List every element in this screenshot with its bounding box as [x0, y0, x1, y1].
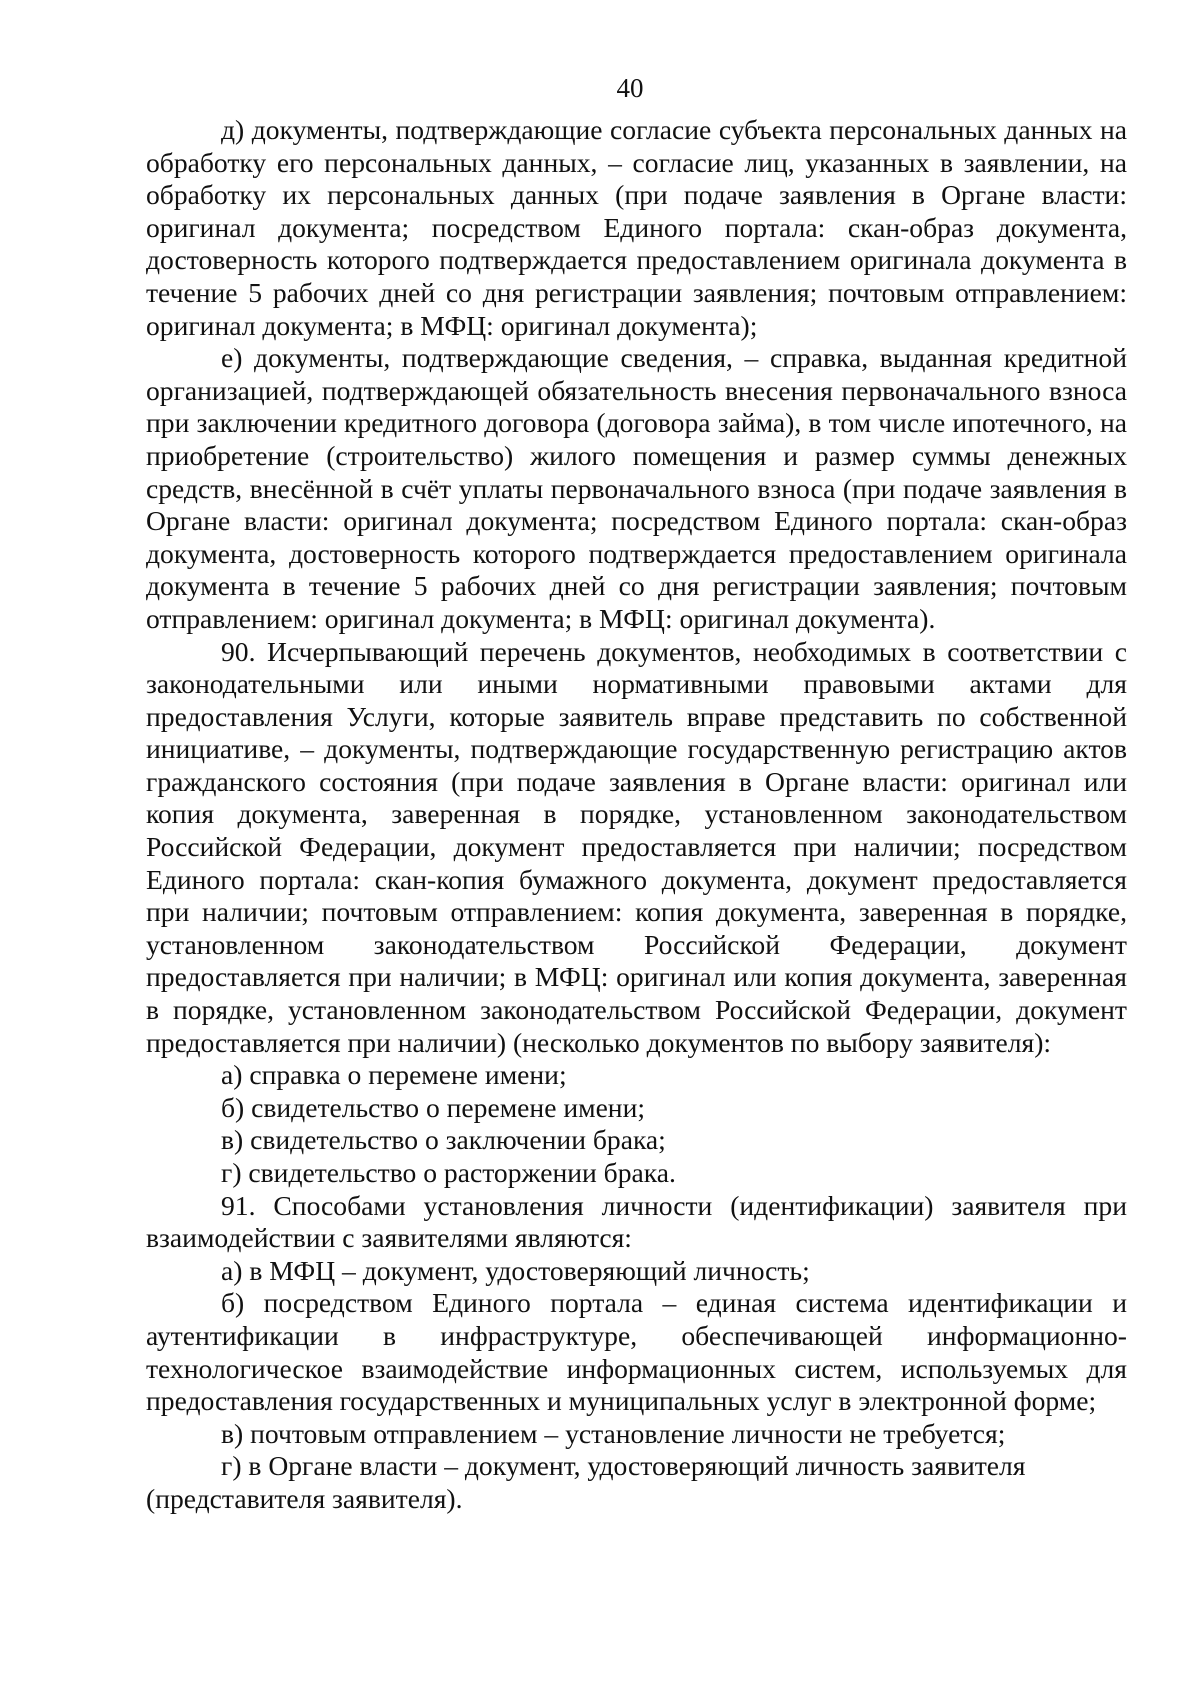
list-item-mfc-identification: а) в МФЦ – документ, удостоверяющий личность;	[221, 1254, 810, 1286]
list-item-name-change-certificate: а) справка о перемене имени;	[221, 1059, 567, 1091]
list-item-name-change-record: б) свидетельство о перемене имени;	[221, 1091, 646, 1123]
paragraph-d-consent-documents: д) документы, подтверждающие согласие субъекта персональных данных на обработку его персональных данных, – согласие лиц, указанных в заявлении, на обработку их персональных данных (при подаче заявления в Органе власти: оригинал документа; посредством Единого портала: скан-образ документа, достоверность которого подтверждается предоставлением оригинала документа в течение 5 рабочих дней со дня регистрации заявления; почтовым отправлением: оригинал документа; в МФЦ: оригинал документа);	[146, 114, 1127, 341]
list-item-divorce-certificate: г) свидетельство о расторжении брака.	[221, 1157, 676, 1188]
list-item-portal-identification: б) посредством Единого портала – единая система идентификации и аутентификации в инфраструктуре, обеспечивающей информационно-технологическое взаимодействие информационных систем, используемых для предоставления государственных и муниципальных услуг в электронной форме;	[146, 1287, 1127, 1417]
paragraph-90-document-list: 90. Исчерпывающий перечень документов, необходимых в соответствии с законодательными или иными нормативными правовыми актами для предоставления Услуги, которые заявитель вправе представить по собственной инициативе, – документы, подтверждающие государственную регистрацию актов гражданского состояния (при подаче заявления в Органе власти: оригинал или копия документа, заверенная в порядке, установленном законодательством Российской Федерации, документ предоставляется при наличии; посредством Единого портала: скан-копия бумажного документа, документ предоставляется при наличии; почтовым отправлением: копия документа, заверенная в порядке, установленном законодательством Российской Федерации, документ предоставляется при наличии; в МФЦ: оригинал или копия документа, заверенная в порядке, установленном законодательством Российской Федерации, документ предоставляется при наличии) (несколько документов по выбору заявителя):	[146, 635, 1127, 1058]
paragraph-91-identification-methods: 91. Способами установления личности (идентификации) заявителя при взаимодействии с заявителями являются:	[146, 1189, 1127, 1254]
list-item-marriage-certificate: в) свидетельство о заключении брака;	[221, 1124, 666, 1156]
document-body	[146, 114, 1127, 1516]
page-number: 40	[616, 73, 644, 103]
paragraph-e-credit-certificate: е) документы, подтверждающие сведения, – справка, выданная кредитной организацией, подтверждающей обязательность внесения первоначального взноса при заключении кредитного договора (договора займа), в том числе ипотечного, на приобретение (строительство) жилого помещения и размер суммы денежных средств, внесённой в счёт уплаты первоначального взноса (при подаче заявления в Органе власти: оригинал документа; посредством Единого портала: скан-образ документа, достоверность которого подтверждается предоставлением оригинала документа в течение 5 рабочих дней со дня регистрации заявления; почтовым отправлением: оригинал документа; в МФЦ: оригинал документа).	[146, 342, 1127, 634]
list-item-authority-identification: г) в Органе власти – документ, удостоверяющий личность заявителя (представителя заявителя).	[146, 1450, 1026, 1514]
list-item-postal-identification: в) почтовым отправлением – установление личности не требуется;	[221, 1417, 1006, 1449]
